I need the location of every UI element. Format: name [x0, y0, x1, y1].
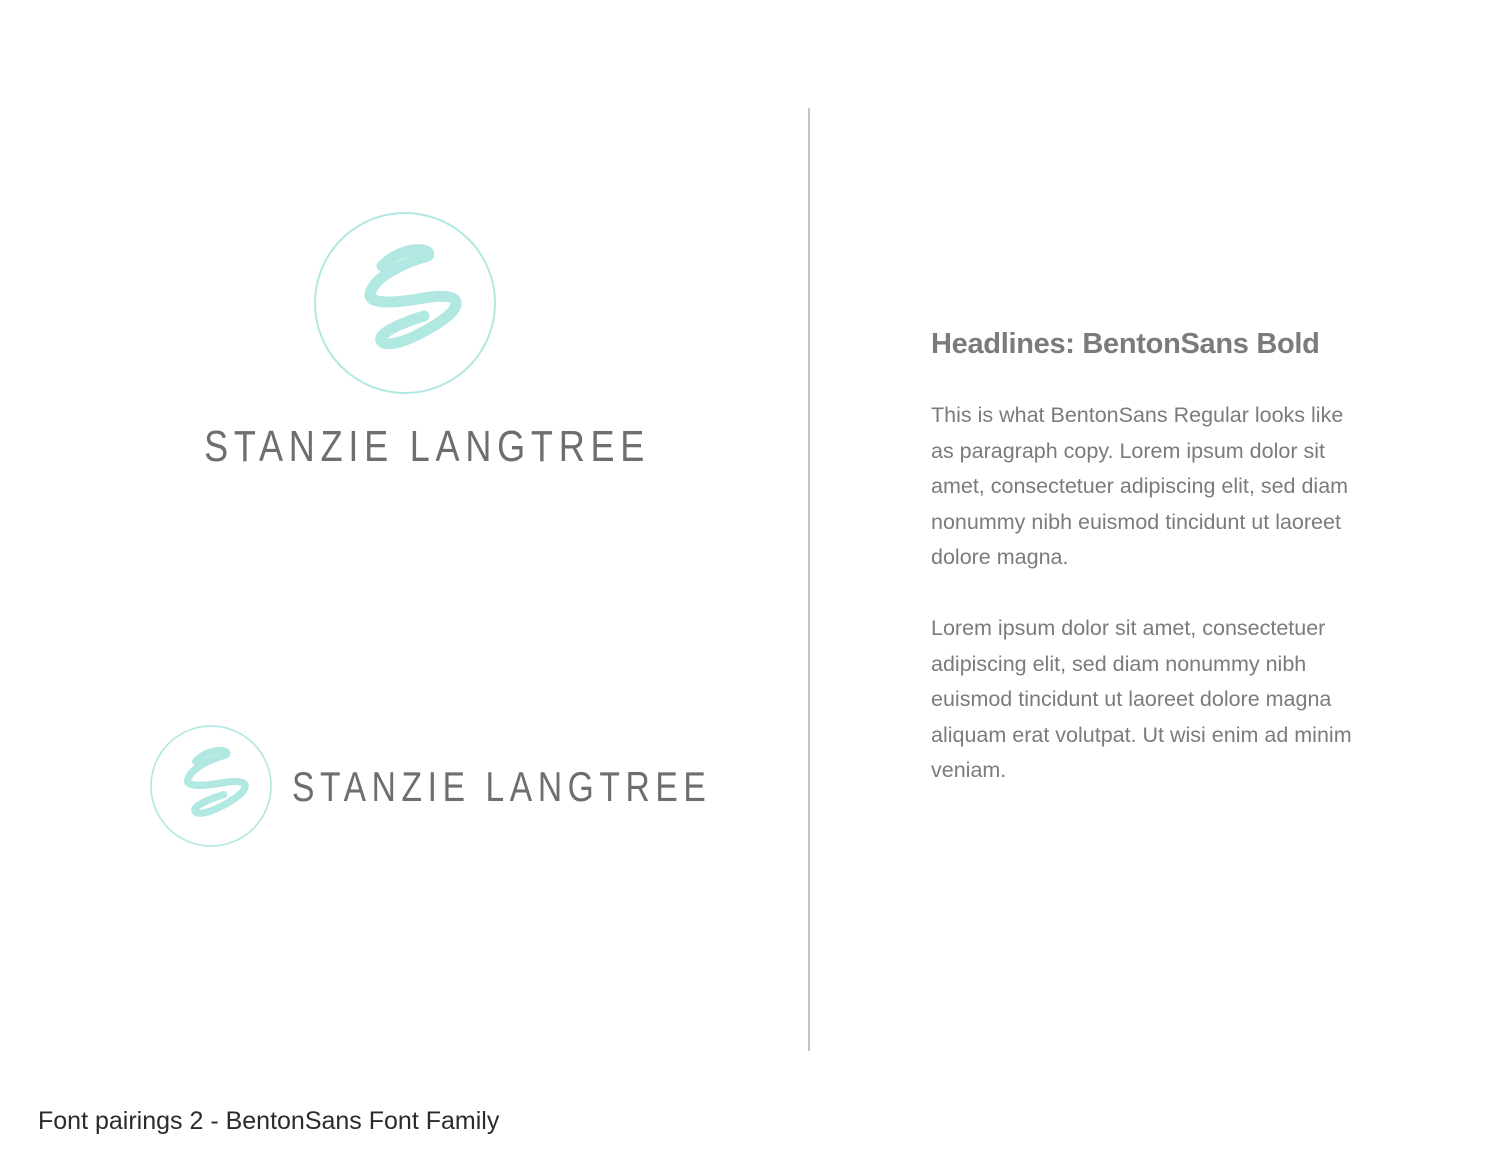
- specimen-heading: Headlines: BentonSans Bold: [931, 328, 1320, 360]
- horizontal-logo-monogram: [149, 724, 273, 848]
- specimen-paragraph-2: Lorem ipsum dolor sit amet, consectetuer adipiscing elit, sed diam nonummy nibh euismod tincidunt ut laoreet dolore magna aliquam erat volutpat. Ut wisi enim ad minim veniam.: [931, 616, 1352, 782]
- vertical-divider: [808, 108, 810, 1051]
- stacked-logo-wordmark: STANZIE LANGTREE: [204, 422, 651, 471]
- script-s-monogram-icon: [149, 724, 273, 848]
- script-s-monogram-icon: [312, 210, 498, 396]
- stacked-logo-monogram: [312, 210, 498, 396]
- horizontal-logo-wordmark: STANZIE LANGTREE: [292, 763, 712, 810]
- specimen-paragraph-1: This is what BentonSans Regular looks like as paragraph copy. Lorem ipsum dolor sit amet, consectetuer adipiscing elit, sed diam nonummy nibh euismod tincidunt ut laoreet dolore magna.: [931, 403, 1349, 569]
- page-caption: Font pairings 2 - BentonSans Font Family: [38, 1107, 500, 1135]
